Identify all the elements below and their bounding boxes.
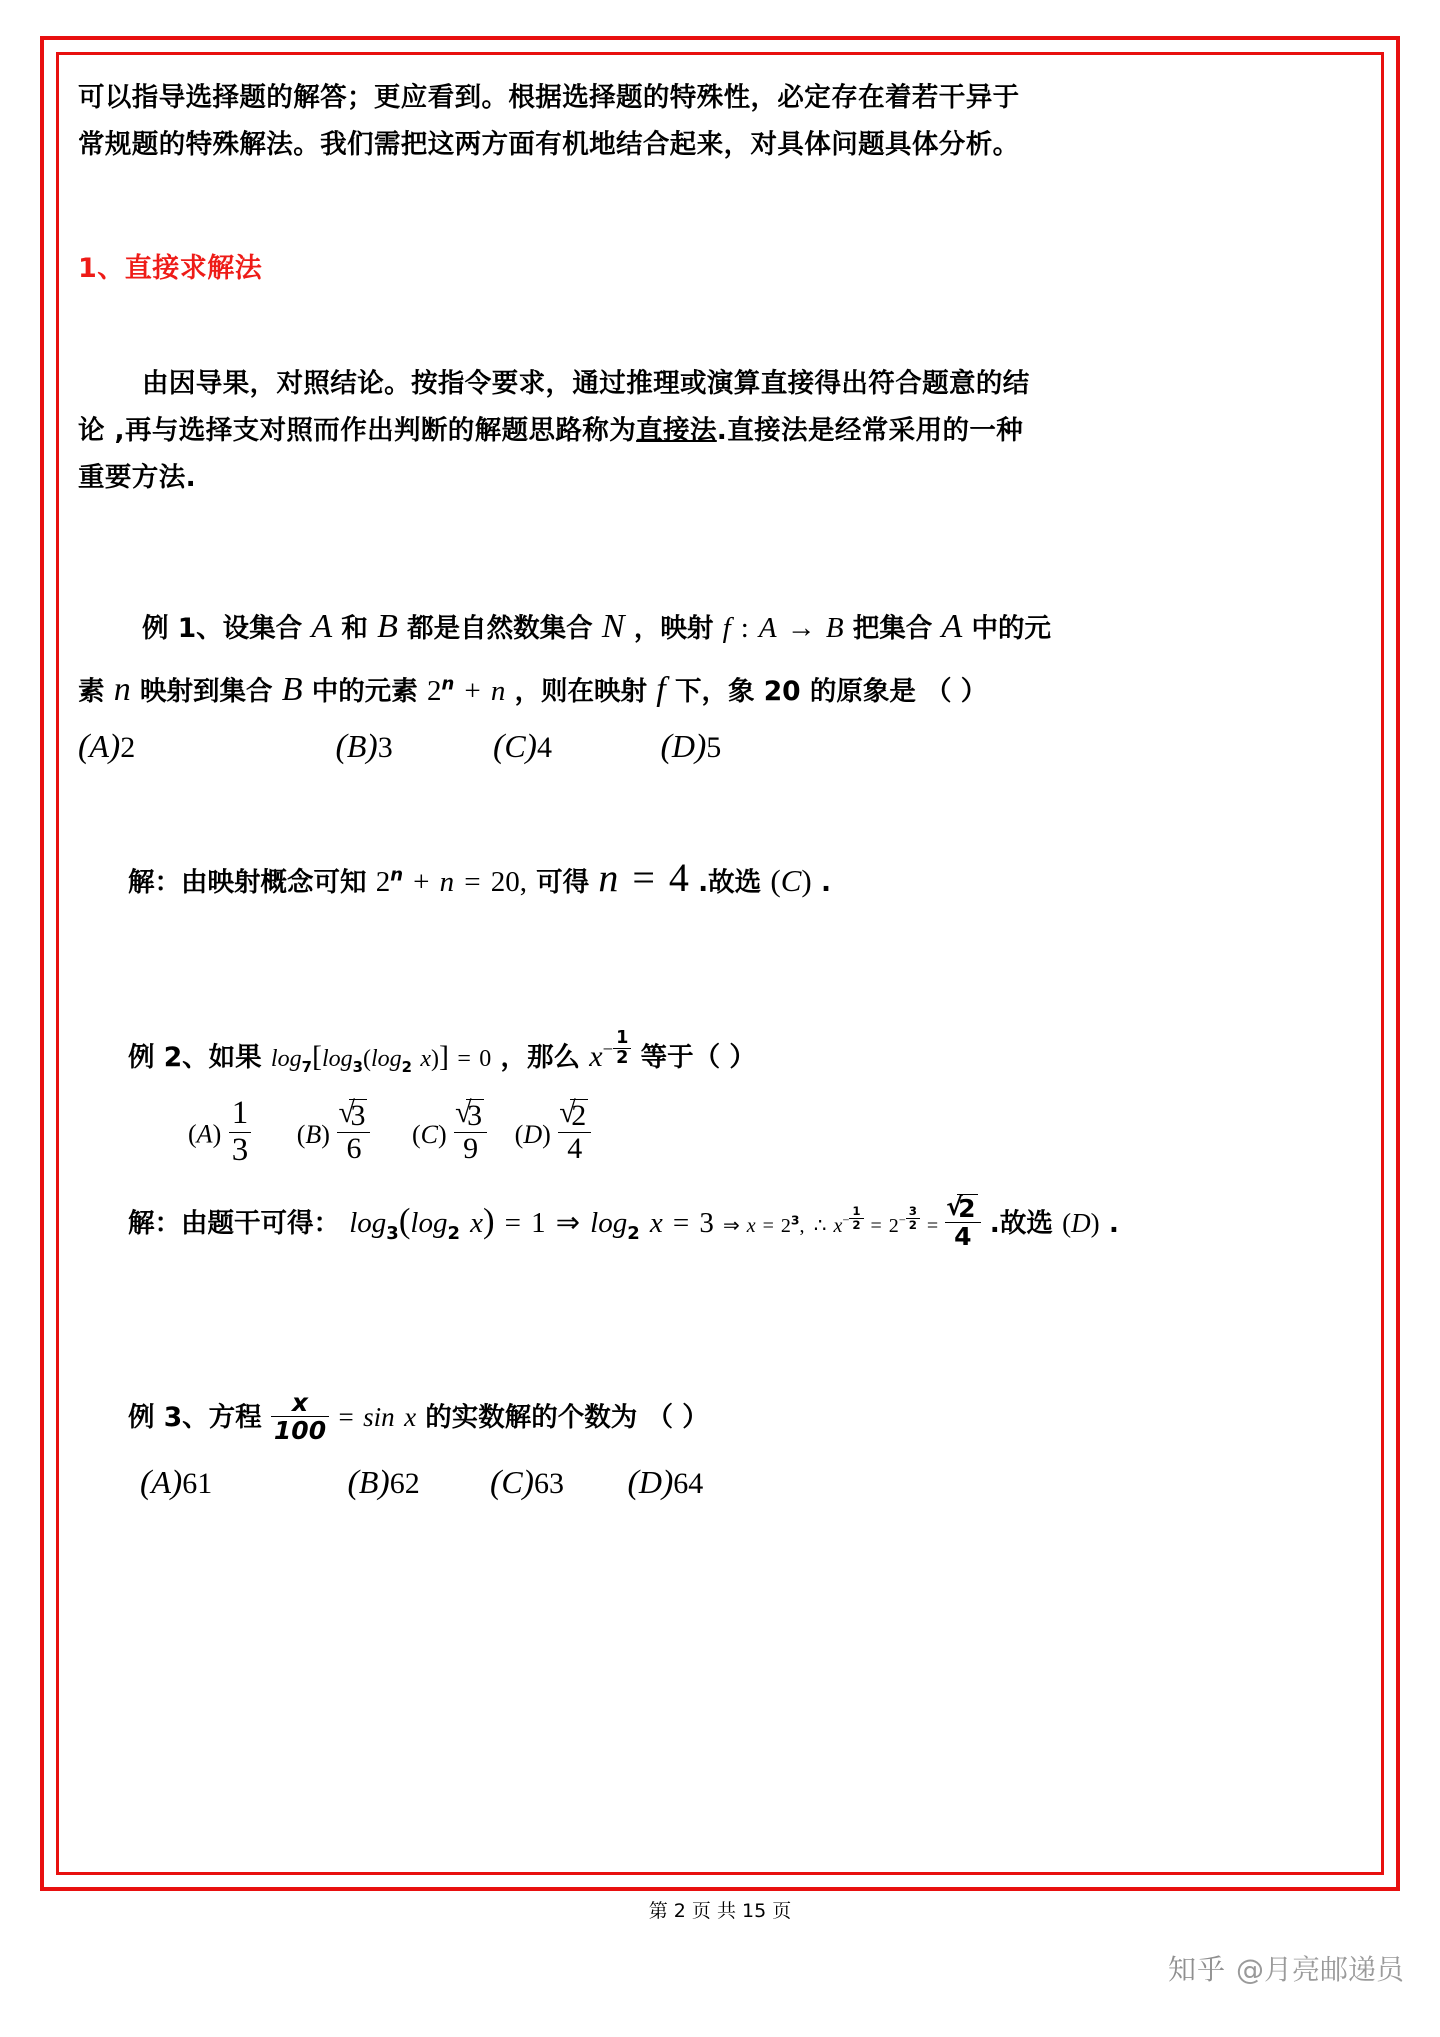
paragraph-2 [78, 360, 1353, 501]
example-1-text-d: 把集合 [852, 613, 933, 644]
example-3-choice-d: (D)64 [627, 1464, 704, 1501]
example-2 [128, 1029, 1358, 1076]
paragraph-2-line-3: 重要方法. [78, 462, 197, 494]
math-x-over-100-eq-sinx: $\frac{x}{100}$ = sin x [271, 1402, 416, 1433]
math-mapping-f-short: f [656, 670, 666, 708]
example-2-statement [128, 1029, 1358, 1076]
math-mapping-f: f : A → B [722, 612, 844, 644]
example-2-solution [128, 1194, 1363, 1250]
example-1 [78, 596, 1353, 766]
math-set-n: N [601, 608, 625, 645]
math-expr-2n-plus-n: 2$^n$ + n [426, 673, 506, 707]
example-3-text-end: 的实数解的个数为 （ ） [425, 1402, 709, 1433]
watermark-author: @月亮邮递员 [1235, 1953, 1404, 1986]
example-2-label: 例 2、如果 [128, 1042, 262, 1074]
example-1-solution-mid: 可得 [536, 867, 590, 898]
zhihu-logo: 知乎 [1167, 1953, 1226, 1986]
example-3-choices [140, 1464, 1370, 1502]
page-footer: 第 2 页 共 15 页 [648, 1900, 792, 1922]
example-3-label: 例 3、方程 [128, 1402, 262, 1433]
example-2-solution-lead: 解：由题干可得： [128, 1208, 340, 1239]
math-therefore-x-neg-half: ∴ $x^{- \frac{1}{2}}$ = $2^{- \frac{3}{2}}$ = √ $\frac{2}{4}$ [814, 1213, 981, 1237]
example-1-text-b: 都是自然数集合 [407, 613, 593, 644]
paragraph-2-underlined-term: 直接法 [636, 415, 717, 447]
example-1-solution [128, 854, 1358, 901]
paragraph-2-line-2-part-a: 论 ,再与选择支对照而作出判断的解题思路称为 [78, 415, 637, 447]
example-1-choice-b: (B)3 [335, 727, 393, 765]
example-1-solution-answer: (C) [770, 863, 812, 898]
example-1-choice-c: (C)4 [493, 727, 552, 765]
example-1-solution-period: . [820, 867, 832, 898]
page-content [78, 74, 1360, 1854]
example-3-choice-b: (B)62 [347, 1464, 420, 1501]
example-1-choice-d: (D)5 [660, 727, 722, 765]
example-1-choice-a: (A)2 [78, 727, 136, 765]
example-1-statement-line-1 [78, 596, 1353, 659]
paragraph-2-line-2 [78, 407, 1353, 454]
example-3-choice-c: (C)63 [490, 1464, 564, 1501]
paragraph-2-line-2-part-b: .直接法是经常采用的一种 [716, 415, 1024, 447]
math-eq-n-eq-4: n = 4 [598, 855, 689, 900]
math-log3-log2x-eq-1: $\log_3(\log_2$ x) = 1 ⇒ $\log_2 x = 3$ [349, 1201, 714, 1244]
example-1-statement-line-2 [78, 659, 1353, 722]
example-3-statement [128, 1389, 1363, 1444]
paragraph-1-line-2: 常规题的特殊解法。我们需把这两方面有机地结合起来，对具体问题具体分析。 [78, 129, 1020, 161]
example-1-line2-d: ，则在映射 [514, 675, 648, 707]
example-2-text-end: 等于（ ） [640, 1042, 756, 1074]
example-1-solution-tail: .故选 [698, 867, 762, 898]
math-log-equation: $\log_7[\log_3(\log_2$ x)] = 0 [270, 1040, 492, 1076]
watermark [1168, 1948, 1404, 1988]
example-1-line2-e: 下，象 20 的原象是 （ ） [674, 675, 988, 707]
example-2-solution-tail: .故选 [989, 1208, 1053, 1239]
math-eq-2n-plus-n-eq-20: 2$^n$ + n = 20, [375, 864, 527, 898]
example-1-choices [78, 728, 1353, 766]
math-x-eq-2-cubed: ⇒ $x = 2^3$, [723, 1212, 805, 1237]
example-2-choice-a: (A) $\frac{1}{3}$ [188, 1096, 251, 1168]
example-1-line2-c: 中的元素 [311, 675, 418, 707]
example-2-solution-period: . [1108, 1208, 1119, 1239]
math-element-n: n [113, 670, 131, 708]
math-x-neg-half: $x^{- \frac{1}{2}}$ [589, 1039, 631, 1074]
math-set-b: B [377, 608, 398, 645]
example-2-choice-c: (C) √ $\frac{3}{9}$ [412, 1099, 487, 1166]
paragraph-1-line-1: 可以指导选择题的解答；更应看到。根据选择题的特殊性，必定存在着若干异于 [78, 82, 1020, 113]
example-1-label: 例 1、设集合 [142, 613, 303, 644]
example-1-solution-lead: 解：由映射概念可知 [128, 867, 367, 898]
example-1-text-e: 中的元 [971, 613, 1052, 644]
example-2-choice-b: (B) √ $\frac{3}{6}$ [297, 1099, 371, 1166]
example-1-text-a: 和 [341, 613, 368, 644]
example-2-text-mid: ，那么 [500, 1042, 581, 1074]
math-set-a: A [311, 608, 333, 645]
example-2-choice-d: (D) √ $\frac{2}{4}$ [515, 1099, 592, 1166]
section-heading: 1、直接求解法 [78, 253, 263, 284]
example-2-choices [188, 1096, 1358, 1168]
math-set-a-2: A [941, 608, 963, 645]
example-1-line2-b: 映射到集合 [139, 675, 273, 707]
example-2-solution-answer: (D) [1062, 1208, 1100, 1238]
paragraph-1 [78, 74, 1348, 168]
example-3-choice-a: (A)61 [140, 1464, 213, 1501]
example-1-line2-a: 素 [78, 675, 105, 707]
example-1-text-c: ，映射 [633, 613, 714, 644]
math-set-b-2: B [281, 670, 303, 708]
paragraph-2-line-1: 由因导果，对照结论。按指令要求，通过推理或演算直接得出符合题意的结 [142, 368, 1030, 399]
